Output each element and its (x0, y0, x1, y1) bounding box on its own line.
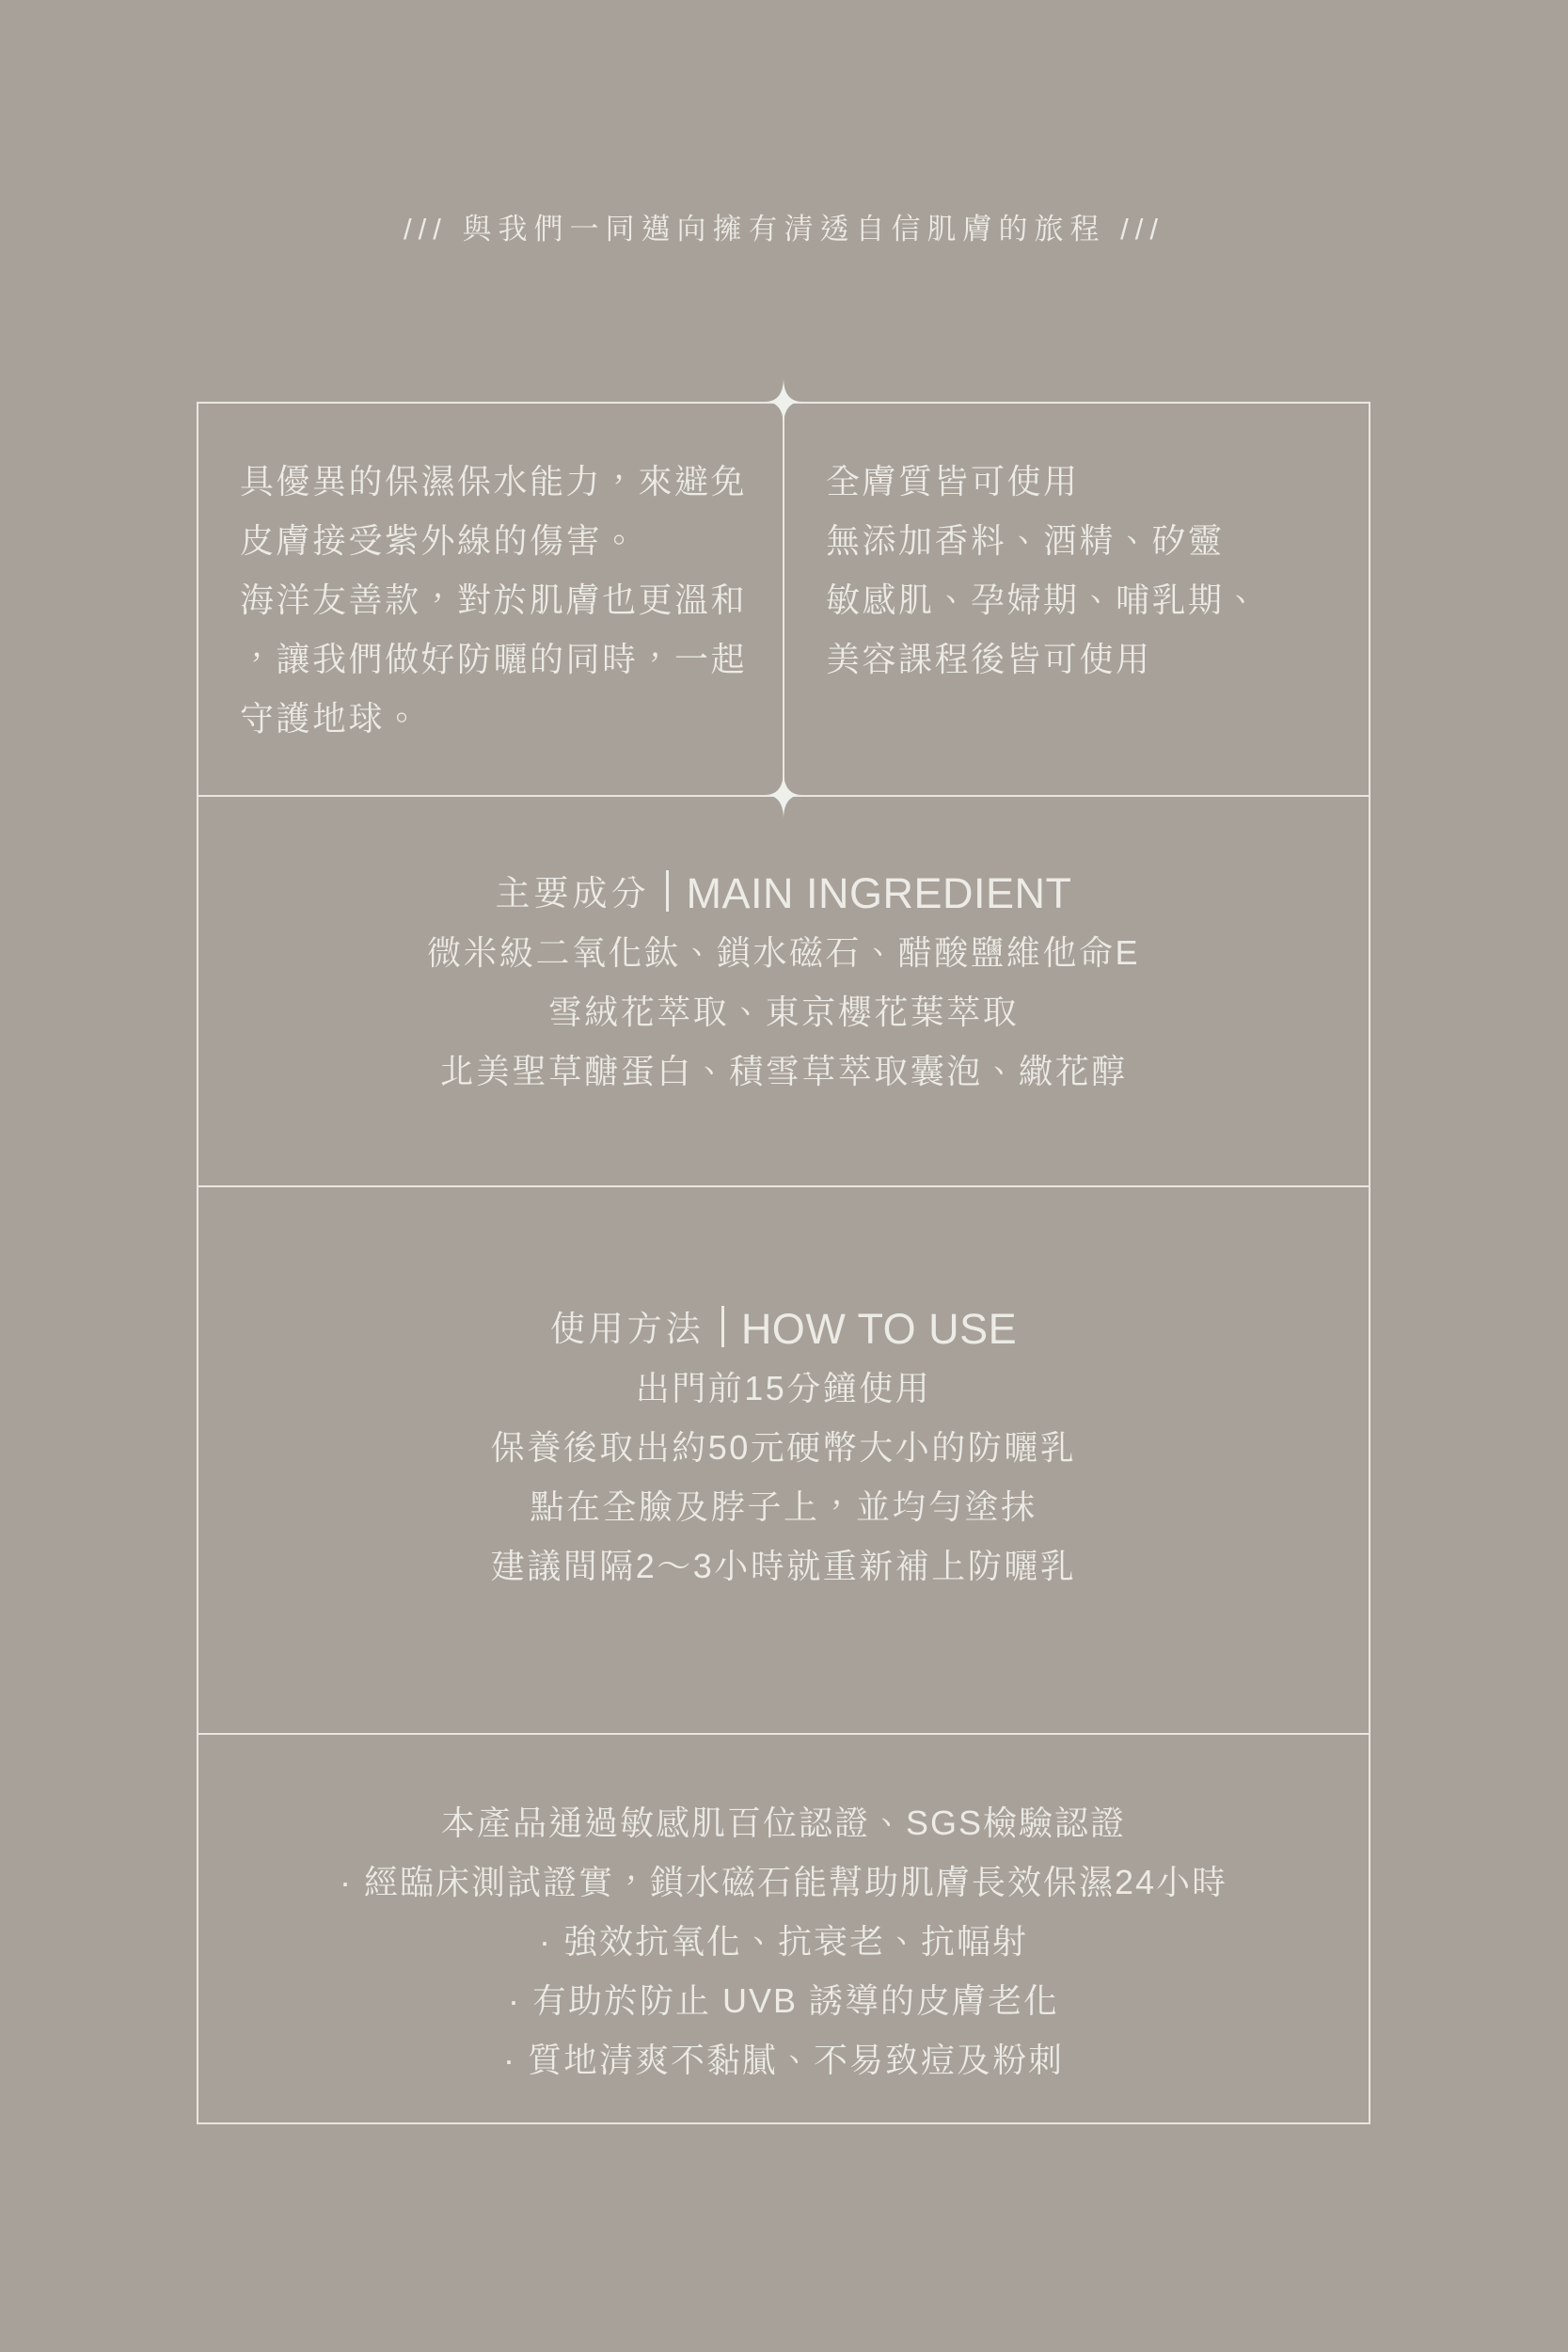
intro-left-line: ，讓我們做好防曬的同時，一起 (240, 640, 748, 678)
usage-step: 出門前15分鐘使用 (635, 1368, 932, 1407)
intro-section (198, 404, 1369, 797)
ingredients-section (198, 797, 1369, 1187)
sparkle-icon (765, 771, 802, 819)
header-tagline: /// 與我們一同邁向擁有清透自信肌膚的旅程 /// (404, 213, 1164, 246)
usage-step: 保養後取出約50元硬幣大小的防曬乳 (490, 1427, 1077, 1467)
sparkle-icon (765, 377, 802, 426)
ingredients-title-en: MAIN INGREDIENT (686, 868, 1072, 917)
usage-title-en: HOW TO USE (740, 1304, 1018, 1353)
claim-line: · 經臨床測試證實，鎖水磁石能幫助肌膚長效保濕24小時 (339, 1863, 1228, 1901)
intro-right-line: 敏感肌、孕婦期、哺乳期、 (826, 580, 1261, 619)
ingredient-line: 微米級二氧化鈦、鎖水磁石、醋酸鹽維他命E (426, 932, 1140, 972)
intro-left-line: 海洋友善款，對於肌膚也更溫和 (240, 580, 748, 619)
intro-left-line: 守護地球。 (240, 699, 421, 738)
ingredient-line: 北美聖草醣蛋白、積雪草萃取囊泡、繖花醇 (439, 1051, 1128, 1090)
intro-right-line: 無添加香料、酒精、矽靈 (826, 521, 1225, 560)
vertical-divider-line (783, 404, 784, 795)
claim-line: 本產品通過敏感肌百位認證、SGS檢驗認證 (440, 1804, 1127, 1842)
usage-title (198, 1296, 1369, 1359)
intro-left-line: 具優異的保濕保水能力，來避免 (240, 462, 748, 501)
usage-section (198, 1187, 1369, 1735)
ingredients-title-cjk: 主要成分 (495, 873, 650, 913)
ingredients-title (198, 861, 1369, 923)
usage-title-cjk: 使用方法 (549, 1309, 705, 1348)
intro-right-line: 美容課程後皆可使用 (826, 640, 1152, 678)
content-panel (197, 402, 1370, 2124)
title-divider-bar (721, 1306, 724, 1347)
intro-right-line: 全膚質皆可使用 (826, 462, 1080, 501)
usage-step: 建議間隔2～3小時就重新補上防曬乳 (490, 1546, 1077, 1585)
title-divider-bar (666, 870, 669, 912)
intro-left-column (198, 404, 784, 795)
claim-line: · 強效抗氧化、抗衰老、抗幅射 (539, 1922, 1028, 1961)
claim-line: · 質地清爽不黏膩、不易致痘及粉刺 (503, 2041, 1064, 2079)
claims-section (198, 1735, 1369, 2122)
ingredient-line: 雪絨花萃取、東京櫻花葉萃取 (547, 992, 1020, 1031)
intro-left-line: 皮膚接受紫外線的傷害。 (240, 521, 639, 560)
intro-right-column (784, 404, 1369, 795)
usage-step: 點在全臉及脖子上，並均勻塗抹 (530, 1486, 1037, 1526)
claim-line: · 有助於防止 UVB 誘導的皮膚老化 (507, 1981, 1060, 2020)
